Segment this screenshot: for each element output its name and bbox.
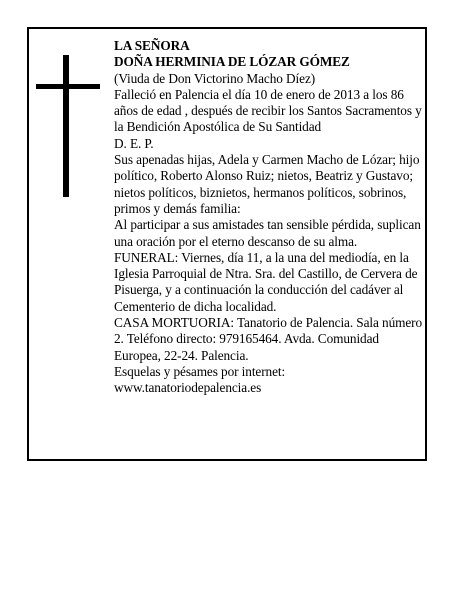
widow-of-line: (Viuda de Don Victorino Macho Díez) (114, 70, 316, 86)
cross-icon (36, 55, 100, 197)
family-list: Sus apenadas hijas, Adela y Carmen Macho de Lózar; hijo político, Roberto Alonso Ruiz; nietos, Beatriz y Gustavo; nietos políticos, biznietos, hermanos políticos, sobrinos, primos y demás familia: (114, 152, 420, 216)
internet-label: Esquelas y pésames por internet: (114, 363, 286, 379)
rip-line: D. E. P. (114, 135, 154, 151)
death-details: Falleció en Palencia el día 10 de enero de 2013 a los 86 años de edad , después de recibir los Santos Sacramentos y la Bendición Apostólica de Su Santidad (114, 86, 422, 135)
prayer-request: Al participar a sus amistades tan sensible pérdida, suplican una oración por el eterno descanso de su alma. (114, 217, 421, 249)
cross-vertical-bar (63, 55, 69, 197)
obituary-text (114, 38, 424, 397)
cross-horizontal-bar (36, 84, 100, 89)
mortuary-details: CASA MORTUORIA: Tanatorio de Palencia. Sala número 2. Teléfono directo: 979165464. Avda. Comunidad Europea, 22-24. Palencia. (114, 315, 423, 363)
notice-title: LA SEÑORA (114, 38, 190, 53)
internet-url: www.tanatoriodepalencia.es (114, 380, 262, 396)
deceased-name: DOÑA HERMINIA DE LÓZAR GÓMEZ (114, 54, 350, 70)
funeral-details: FUNERAL: Viernes, día 11, a la una del mediodía, en la Iglesia Parroquial de Ntra. Sra. del Castillo, de Cervera de Pisuerga, y a continuación la conducción del cadáver al Cementerio de dicha localidad. (114, 249, 418, 314)
